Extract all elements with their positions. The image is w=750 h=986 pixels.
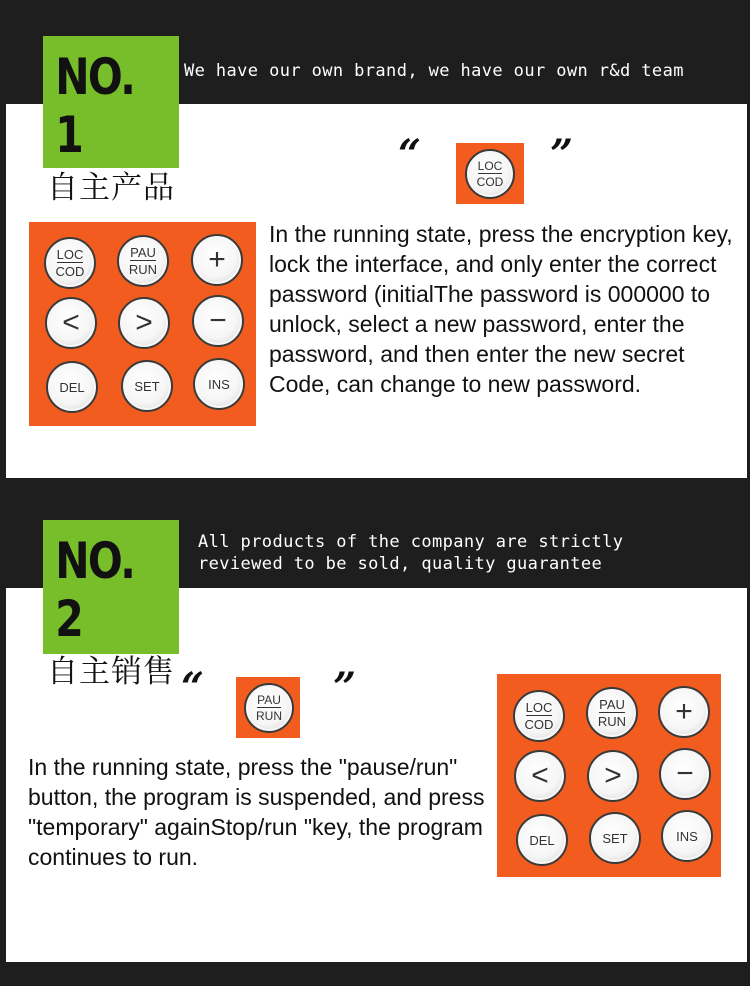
key-bottom-label: COD	[476, 175, 504, 189]
ins-label: INS	[208, 376, 230, 392]
keypad-image-2	[497, 674, 721, 877]
del-key	[46, 361, 98, 413]
section-1-quote-close: ”	[550, 131, 574, 178]
loc-label: LOC	[525, 700, 553, 715]
plus-symbol: +	[675, 695, 693, 728]
loc-cod-key	[513, 690, 565, 742]
right-symbol: >	[604, 759, 622, 792]
ins-key	[193, 358, 245, 410]
left-arrow-key-icon	[45, 297, 97, 349]
section-2-number: NO. 2	[55, 532, 135, 648]
section-2-key-image	[236, 677, 300, 738]
section-2-quote-open: “	[181, 664, 205, 711]
right-arrow-key-icon	[587, 750, 639, 802]
section-1-chinese-title: 自主产品	[47, 170, 175, 206]
del-label: DEL	[59, 379, 85, 395]
cod-label: COD	[55, 264, 85, 279]
del-label: DEL	[529, 832, 555, 848]
section-2-quote-close: ”	[333, 664, 357, 711]
left-symbol: <	[62, 306, 80, 339]
run-label: RUN	[597, 714, 627, 729]
set-label: SET	[602, 830, 628, 846]
pau-label: PAU	[130, 245, 156, 260]
plus-symbol: +	[208, 243, 226, 276]
cod-label: COD	[524, 717, 554, 732]
section-1-description: In the running state, press the encryption key, lock the interface, and only enter the correct password (initialThe password is 000000 to unlock, select a new password, enter the password, and then enter the new secret Code, can change to new password.	[269, 221, 733, 397]
loc-cod-key-icon	[465, 149, 515, 199]
pau-label: PAU	[599, 697, 625, 712]
left-symbol: <	[531, 759, 549, 792]
loc-label: LOC	[56, 247, 84, 262]
section-2-tagline: All products of the company are strictly reviewed to be sold, quality guarantee	[198, 532, 624, 574]
key-bottom-label: RUN	[256, 709, 282, 723]
keypad-image-1	[29, 222, 256, 426]
key-top-label: LOC	[477, 159, 503, 173]
section-1-quote-open: “	[398, 131, 422, 178]
run-label: RUN	[128, 262, 158, 277]
plus-key-icon	[658, 686, 710, 738]
section-1-number: NO. 1	[55, 48, 135, 164]
pau-run-key	[586, 687, 638, 739]
left-arrow-key-icon	[514, 750, 566, 802]
section-2-badge	[43, 520, 179, 690]
section-1-badge	[43, 36, 179, 206]
minus-symbol: −	[209, 304, 227, 337]
section-2-chinese-title: 自主销售	[47, 654, 175, 690]
pau-run-key-icon	[244, 683, 294, 733]
set-label: SET	[134, 378, 160, 394]
loc-cod-key	[44, 237, 96, 289]
ins-key	[661, 810, 713, 862]
ins-label: INS	[676, 828, 698, 844]
set-key	[121, 360, 173, 412]
right-arrow-key-icon	[118, 297, 170, 349]
section-1-key-image	[456, 143, 524, 204]
right-symbol: >	[135, 306, 153, 339]
set-key	[589, 812, 641, 864]
plus-key-icon	[191, 234, 243, 286]
minus-key-icon	[192, 295, 244, 347]
del-key	[516, 814, 568, 866]
key-top-label: PAU	[257, 693, 281, 707]
minus-key-icon	[659, 748, 711, 800]
minus-symbol: −	[676, 757, 694, 790]
section-1-tagline: We have our own brand, we have our own r&d team	[184, 61, 684, 81]
section-2-description: In the running state, press the "pause/run" button, the program is suspended, and press "temporary" againStop/run "key, the program continues to run.	[28, 754, 485, 870]
pau-run-key	[117, 235, 169, 287]
